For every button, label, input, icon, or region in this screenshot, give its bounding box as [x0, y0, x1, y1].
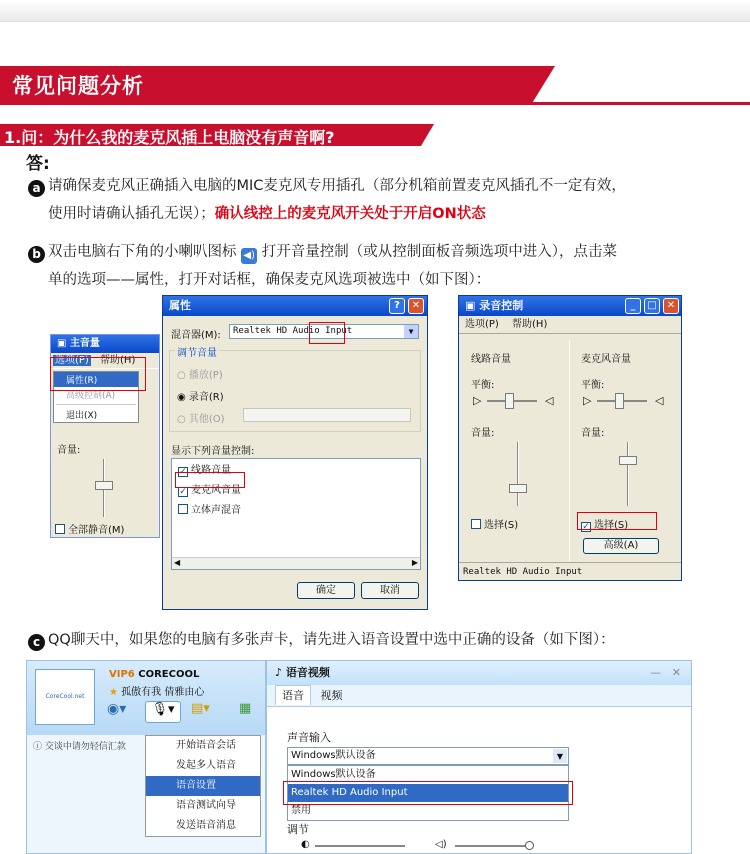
list-item[interactable]: 立体声混音 — [172, 499, 420, 518]
marker-b: b — [28, 246, 45, 263]
h-scrollbar[interactable]: ◀ ▶ — [174, 558, 418, 567]
section-title: 常见问题分析 — [12, 74, 144, 98]
highlight-realtek — [283, 781, 573, 805]
para-b-line1: b 双击电脑右下角的小喇叭图标 ◀) 打开音量控制（或从控制面板音频选项中进入），点击菜 — [28, 238, 617, 266]
folder-icon[interactable]: ▤▾ — [191, 701, 210, 716]
speaker-icon: ◀) — [241, 248, 257, 264]
close-icon[interactable]: ✕ — [671, 666, 681, 679]
mic-level-icon: ◐ — [301, 839, 310, 850]
tab-video[interactable]: 视频 — [320, 689, 343, 702]
advanced-button[interactable]: 高级(A) — [583, 538, 659, 554]
volume-label: 音量: — [57, 445, 81, 456]
other-select[interactable] — [243, 408, 411, 422]
menu-item-multi-voice[interactable]: 发起多人语音 — [176, 760, 236, 771]
option-disabled[interactable]: 禁用 — [291, 805, 311, 816]
status-bar: Realtek HD Audio Input — [459, 562, 681, 580]
qq-chat-panel — [26, 660, 266, 854]
input-device-select[interactable]: Windows默认设备 ▼ — [287, 747, 569, 765]
menu-help[interactable]: 帮助(H) — [100, 355, 136, 366]
record-control-window — [458, 295, 682, 581]
menu-item-properties[interactable]: 属性(R) — [54, 372, 138, 387]
menu-options[interactable]: 选项(P) — [55, 355, 89, 366]
minimize-button[interactable]: _ — [625, 298, 641, 314]
banner-underline — [0, 102, 750, 105]
properties-dialog — [162, 295, 428, 610]
line-volume-slider[interactable] — [509, 484, 527, 493]
mic-select-checkbox[interactable]: ✓ 选择(S) — [582, 520, 629, 532]
question-text: 1.问：为什么我的麦克风插上电脑没有声音啊? — [4, 128, 335, 147]
more-icon[interactable]: ▦ — [239, 701, 252, 716]
balance-slider[interactable] — [505, 393, 514, 409]
menu-item-advanced[interactable]: 高级控制(A) — [66, 391, 116, 401]
radio-play[interactable]: ○ 播放(P) — [177, 370, 223, 381]
menu-item-exit[interactable]: 退出(X) — [66, 411, 98, 421]
record-titlebar: ▣ 录音控制 _ □ ✕ — [459, 296, 681, 316]
adjust-group-label: 调节音量 — [175, 344, 219, 359]
show-controls-label: 显示下列音量控制: — [171, 446, 255, 457]
minimize-icon[interactable]: — — [650, 666, 661, 679]
menu-item-voice-message[interactable]: 发送语音消息 — [176, 820, 236, 831]
adjust-label: 调节 — [287, 823, 309, 836]
highlight-mic — [175, 472, 245, 488]
menu-options[interactable]: 选项(P) — [465, 319, 499, 330]
speaker-icon: ◁) — [435, 839, 447, 850]
speaker-left-icon: ▷ — [473, 394, 482, 407]
qq-status: ★ 孤傲有我 倩雅由心 — [109, 687, 205, 698]
voice-menu — [145, 735, 261, 837]
mute-all[interactable]: 全部静音(M) — [55, 521, 124, 536]
option-realtek[interactable]: Realtek HD Audio Input — [288, 784, 568, 802]
answer-label: 答: — [26, 154, 50, 174]
volume-label: 音量: — [471, 428, 495, 439]
speaker-level-slider[interactable] — [525, 841, 534, 850]
vip-badge: VIP6 — [109, 669, 135, 680]
microphone-button[interactable]: 🎙▾ — [145, 701, 181, 723]
option-default[interactable]: Windows默认设备 — [291, 769, 376, 780]
menu-help[interactable]: 帮助(H) — [512, 319, 548, 330]
main-volume-titlebar: ▣ 主音量 — [51, 335, 159, 353]
close-button[interactable]: ✕ — [408, 298, 424, 314]
mic-volume-track — [627, 442, 629, 506]
list-item[interactable]: ✓ 线路音量 — [179, 465, 231, 477]
radio-record[interactable]: ◉ 录音(R) — [177, 392, 224, 403]
avatar[interactable]: CoreCool.net — [35, 669, 95, 725]
tab-voice[interactable]: 语音 — [275, 685, 311, 705]
balance-slider[interactable] — [615, 393, 624, 409]
properties-titlebar: 属性 ? ✕ — [163, 296, 427, 316]
balance-label: 平衡: — [471, 380, 495, 391]
volume-label: 音量: — [581, 428, 605, 439]
top-strip — [0, 0, 750, 22]
input-label: 声音输入 — [287, 731, 331, 744]
qq-name: VIP6 CORECOOL — [109, 669, 200, 680]
volume-slider[interactable] — [95, 481, 113, 490]
mic-level-track — [315, 845, 405, 847]
menu-item-voice-settings[interactable]: 语音设置 — [146, 776, 260, 796]
highlight-options-menu — [50, 357, 146, 391]
speaker-left-icon: ▷ — [583, 394, 592, 407]
highlight-mic-select — [577, 512, 657, 530]
para-c: c QQ聊天中，如果您的电脑有多张声卡，请先进入语音设置中选中正确的设备（如下图）： — [28, 626, 615, 654]
qq-voice-dialog — [266, 660, 692, 854]
menu-item-voice-test[interactable]: 语音测试向导 — [176, 800, 236, 811]
line-volume-track — [517, 442, 519, 506]
speaker-right-icon: ◁ — [655, 394, 664, 407]
mic-volume-slider[interactable] — [619, 456, 637, 465]
ok-button[interactable]: 确定 — [297, 582, 355, 599]
cancel-button[interactable]: 取消 — [361, 582, 419, 599]
video-icon[interactable]: ◉▾ — [107, 701, 127, 717]
marker-a: a — [28, 180, 45, 197]
para-a-line2: 使用时请确认插孔无误）；确认线控上的麦克风开关处于开启ON状态 — [48, 206, 486, 222]
para-a-line1: a 请确保麦克风正确插入电脑的MIC麦克风专用插孔（部分机箱前置麦克风插孔不一定有效， — [28, 172, 626, 200]
divider — [569, 340, 570, 562]
speaker-level-track — [455, 845, 531, 847]
balance-label: 平衡: — [581, 380, 605, 391]
voice-dialog-titlebar: ♪ 语音视频 — ✕ — [267, 661, 691, 685]
col-mic-label: 麦克风音量 — [581, 354, 631, 365]
warning-text: ⓘ 交谈中请勿轻信汇款 — [33, 742, 126, 752]
close-button[interactable]: ✕ — [663, 298, 679, 314]
help-button[interactable]: ? — [389, 298, 405, 314]
line-select-checkbox[interactable]: 选择(S) — [471, 516, 518, 531]
list-item[interactable]: ✓ 麦克风音量 — [179, 485, 241, 497]
marker-c: c — [28, 634, 45, 651]
col-line-label: 线路音量 — [471, 354, 511, 365]
maximize-button[interactable]: □ — [644, 298, 660, 314]
highlight-input — [309, 322, 345, 344]
radio-other[interactable]: ○ 其他(O) — [177, 414, 225, 425]
red-notice: 确认线控上的麦克风开关处于开启ON状态 — [214, 206, 486, 222]
mixer-select[interactable]: Realtek HD Audio Input ▼ — [229, 324, 419, 339]
menu-item-start-voice[interactable]: 开始语音会话 — [176, 740, 236, 751]
para-b-line2: 单的选项——属性，打开对话框，确保麦克风选项被选中（如下图）： — [48, 272, 491, 288]
speaker-right-icon: ◁ — [545, 394, 554, 407]
mixer-label: 混音器(M): — [171, 330, 221, 341]
